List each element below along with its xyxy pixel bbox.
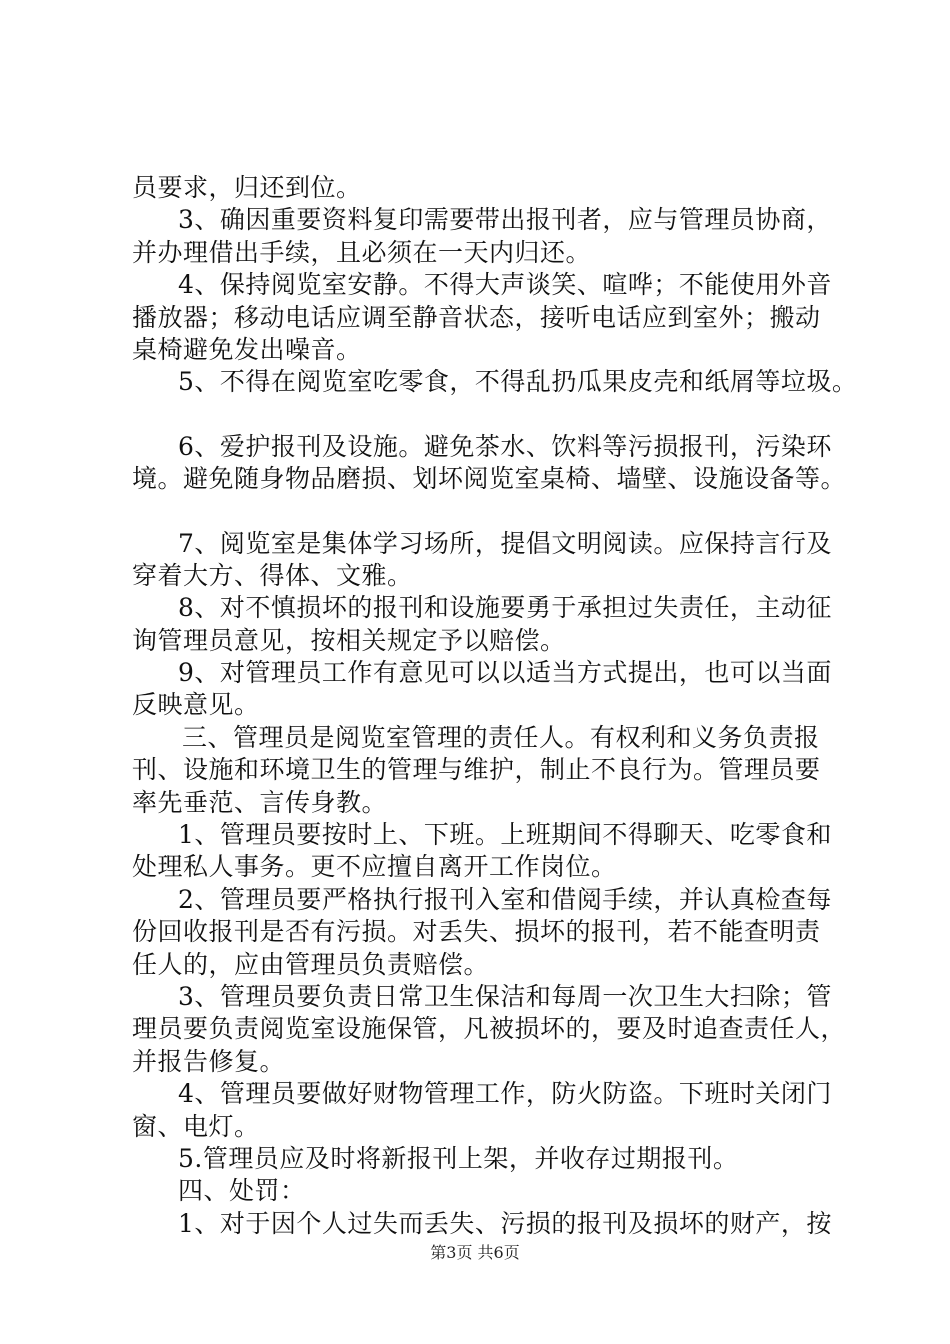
section-heading-line: 四、处罚： [178, 1176, 306, 1206]
text-line: 并报告修复。 [132, 1046, 286, 1076]
page-footer: 第3页 共6页 [430, 1243, 520, 1262]
text-line: 桌椅避免发出噪音。 [132, 334, 362, 364]
text-line: 4、管理员要做好财物管理工作，防火防盗。下班时关闭门 [178, 1079, 832, 1109]
text-line: 5.管理员应及时将新报刊上架，并收存过期报刊。 [178, 1143, 739, 1173]
text-line: 询管理员意见，按相关规定予以赔偿。 [132, 625, 566, 655]
text-line: 理员要负责阅览室设施保管，凡被损坏的，要及时追查责任人， [132, 1014, 847, 1044]
text-line: 5、不得在阅览室吃零食，不得乱扔瓜果皮壳和纸屑等垃圾。 [178, 367, 858, 397]
text-line: 3、确因重要资料复印需要带出报刊者，应与管理员协商， [178, 205, 832, 235]
text-line: 任人的，应由管理员负责赔偿。 [132, 949, 490, 979]
text-line: 7、阅览室是集体学习场所，提倡文明阅读。应保持言行及 [178, 528, 832, 558]
text-line: 率先垂范、言传身教。 [132, 787, 388, 817]
text-line: 6、爱护报刊及设施。避免茶水、饮料等污损报刊，污染环 [178, 431, 832, 461]
text-line: 境。避免随身物品磨损、划坏阅览室桌椅、墙壁、设施设备等。 [132, 464, 847, 494]
paragraph-gap [132, 496, 852, 528]
text-line: 8、对不慎损坏的报刊和设施要勇于承担过失责任，主动征 [178, 593, 832, 623]
paragraph-gap [132, 399, 852, 431]
text-line: 并办理借出手续，且必须在一天内归还。 [132, 237, 592, 267]
text-line: 窗、电灯。 [132, 1111, 260, 1141]
text-line: 1、管理员要按时上、下班。上班期间不得聊天、吃零食和 [178, 820, 832, 850]
document-body [132, 172, 858, 1240]
text-line: 处理私人事务。更不应擅自离开工作岗位。 [132, 852, 617, 882]
text-line: 反映意见。 [132, 690, 260, 720]
section-heading-line: 三、管理员是阅览室管理的责任人。有权利和义务负责报 [182, 722, 820, 752]
text-line: 穿着大方、得体、文雅。 [132, 560, 413, 590]
text-line: 员要求，归还到位。 [132, 173, 362, 202]
text-line: 3、管理员要负责日常卫生保洁和每周一次卫生大扫除；管 [178, 981, 832, 1011]
text-line: 刊、设施和环境卫生的管理与维护，制止不良行为。管理员要 [132, 755, 821, 785]
text-line: 9、对管理员工作有意见可以以适当方式提出，也可以当面 [178, 658, 832, 688]
text-line: 1、对于因个人过失而丢失、污损的报刊及损坏的财产，按 [178, 1208, 832, 1238]
text-line: 4、保持阅览室安静。不得大声谈笑、喧哗；不能使用外音 [178, 270, 832, 300]
text-line: 2、管理员要严格执行报刊入室和借阅手续，并认真检查每 [178, 884, 832, 914]
text-line: 播放器；移动电话应调至静音状态，接听电话应到室外；搬动 [132, 302, 821, 332]
text-line: 份回收报刊是否有污损。对丢失、损坏的报刊，若不能查明责 [132, 917, 821, 947]
